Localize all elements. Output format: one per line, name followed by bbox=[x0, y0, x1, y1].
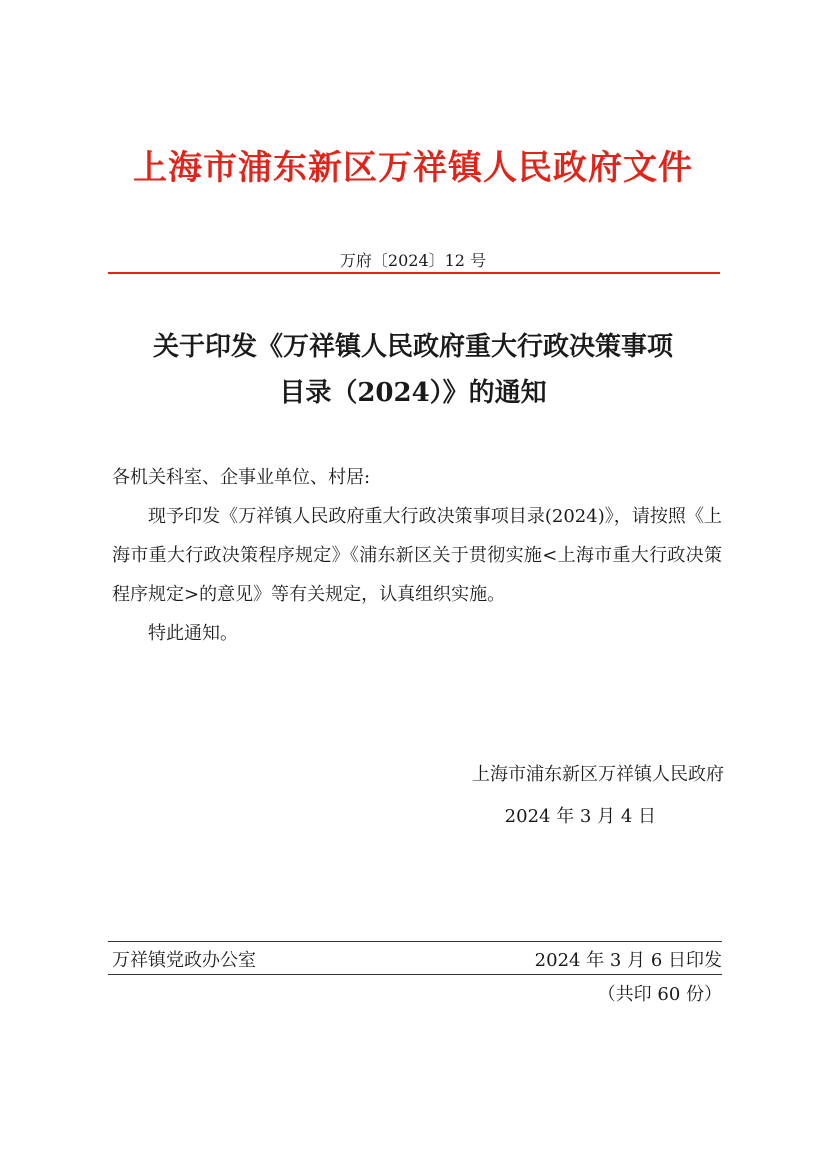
red-divider bbox=[108, 272, 720, 274]
masthead-title: 上海市浦东新区万祥镇人民政府文件 bbox=[133, 148, 693, 188]
notice-title bbox=[0, 324, 826, 416]
closing-text: 特此通知。 bbox=[148, 623, 238, 644]
body-paragraph: 现予印发《万祥镇人民政府重大行政决策事项目录(2024)》，请按照《上海市重大行政决策程序规定》《浦东新区关于贯彻实施<上海市重大行政决策程序规定>的意见》等有关规定，认真组织实施。 bbox=[112, 506, 722, 605]
document-number: 万府〔2024〕12 号 bbox=[339, 251, 487, 270]
footer-bottom-rule bbox=[108, 974, 722, 975]
print-date: 2024 年 3 月 6 日印发 bbox=[534, 950, 722, 971]
salutation: 各机关科室、企事业单位、村居: bbox=[112, 467, 371, 488]
notice-body bbox=[112, 458, 722, 653]
issuer-name: 上海市浦东新区万祥镇人民政府 bbox=[472, 764, 724, 785]
notice-title-line-2: 目录（2024）》的通知 bbox=[279, 378, 547, 408]
issuing-office: 万祥镇党政办公室 bbox=[112, 950, 256, 971]
copies-count: （共印 60 份） bbox=[597, 984, 722, 1005]
issue-date: 2024 年 3 月 4 日 bbox=[504, 806, 656, 827]
notice-title-line-1: 关于印发《万祥镇人民政府重大行政决策事项 bbox=[152, 332, 673, 362]
footer-top-rule bbox=[108, 941, 722, 942]
